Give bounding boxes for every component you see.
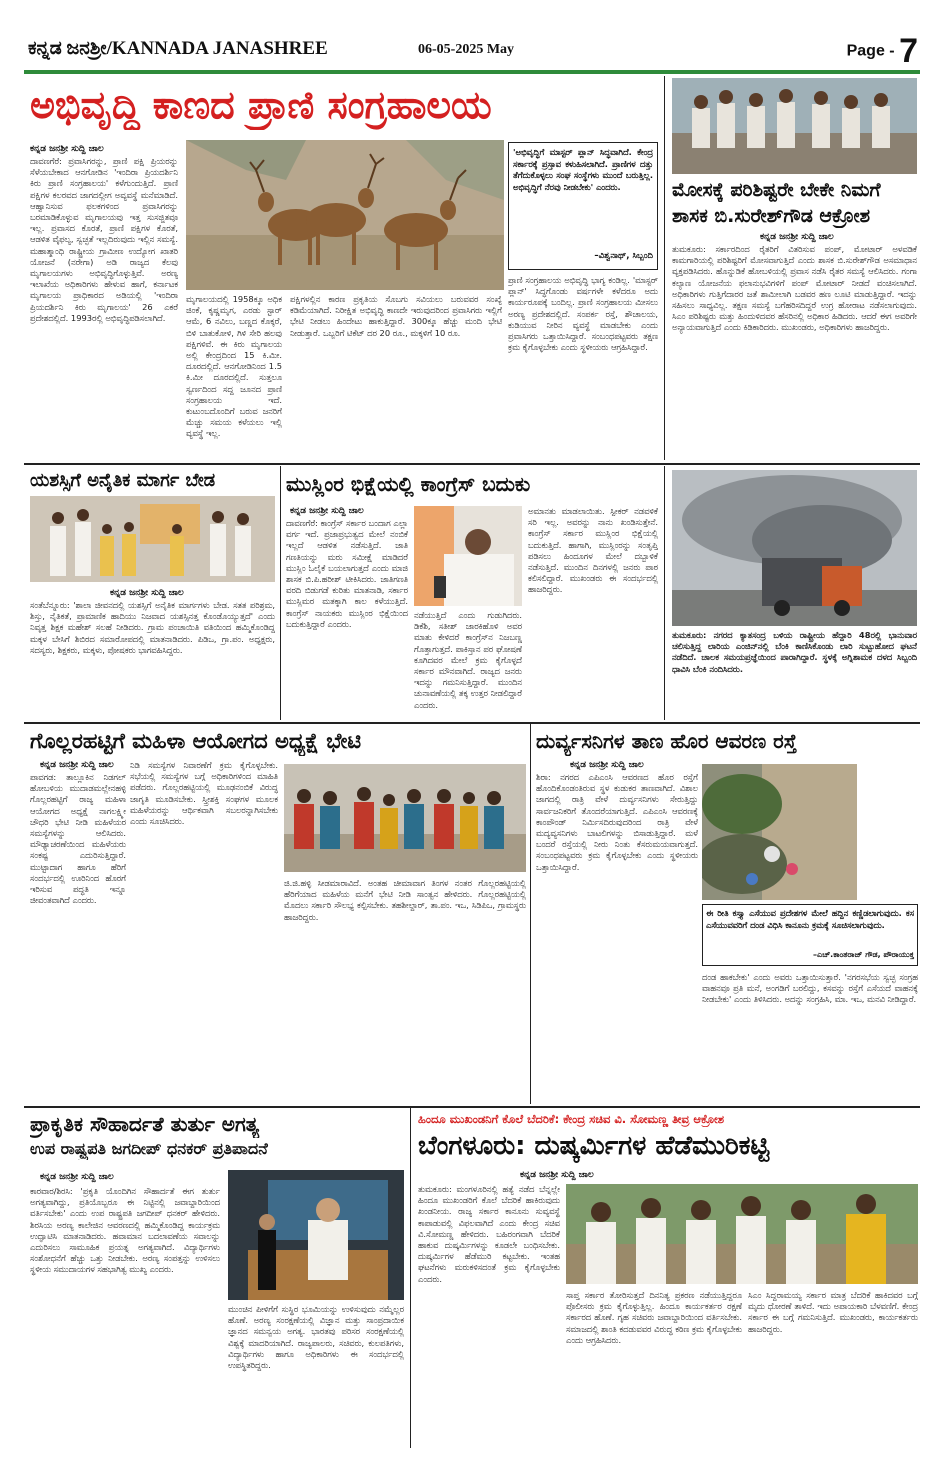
story-byline: ಕನ್ನಡ ಜನಶ್ರೀ ಸುದ್ದಿ ಜಾಲ — [110, 588, 184, 598]
page-label: Page - — [846, 42, 895, 60]
story-body: ನಿಡಿ ಸಮಸ್ಯೆಗಳ ನಿವಾರಣೆಗೆ ಕ್ರಮ ಕೈಗೊಳ್ಳಬೇಕು. ಸಭೆಯಲ್ಲಿ ಸಮಸ್ಯೆಗಳ ಬಗ್ಗೆ ಅಧಿಕಾರಿಗಳಿಂದ ಮಾಹಿತಿ ಪಡೆದರು. ಗೊಲ್ಲರಹಟ್ಟಿಯಲ್ಲಿ ಮೂಢನಂಬಿಕೆ ವಿರುದ್ಧ ಜಾಗೃತಿ ಮೂಡಿಸಬೇಕು. ಸ್ತ್ರೀಶಕ್ತಿ ಸಂಘಗಳ ಮೂಲಕ ಮಹಿಳೆಯರನ್ನು ಆರ್ಥಿಕವಾಗಿ ಸಬಲರನ್ನಾಗಿಸಬೇಕು ಎಂದು ಸೂಚಿಸಿದರು. — [130, 760, 278, 827]
mla-photo — [672, 78, 917, 174]
story-body: ಪಾವಗಡ: ತಾಲ್ಲೂಕಿನ ನಿಡಗಲ್ ಹೋಬಳಿಯ ಮುದಾಡಮಲ್ಲೇನಹಳ್ಳಿ ಗೊಲ್ಲರಹಟ್ಟಿಗೆ ರಾಜ್ಯ ಮಹಿಳಾ ಆಯೋಗದ ಅಧ್ಯಕ್ಷೆ ನಾಗಲಕ್ಷ್ಮೀ ಚೌಧರಿ ಭೇಟಿ ನೀಡಿ ಮಹಿಳೆಯರ ಸಮಸ್ಯೆಗಳನ್ನು ಆಲಿಸಿದರು. ಮೌಢ್ಯಾಚರಣೆಯಿಂದ ಮಹಿಳೆಯರು ಸಂಕಷ್ಟ ಎದುರಿಸುತ್ತಿದ್ದಾರೆ. ಮುಟ್ಟಾದಾಗ ಹಾಗೂ ಹೆರಿಗೆ ಸಂದರ್ಭದಲ್ಲಿ ಊರಿನಿಂದ ಹೊರಗೆ ಇರಿಸುವ ಪದ್ಧತಿ ಇನ್ನೂ ಜೀವಂತವಾಗಿದೆ ಎಂದರು. — [30, 772, 126, 906]
story-body: ತುಮಕೂರು: ಸರ್ಕಾರದಿಂದ ರೈತರಿಗೆ ವಿತರಿಸುವ ಪಂಪ್, ಮೋಟಾರ್ ಅಳವಡಿಕೆ ಕಾಮಗಾರಿಯಲ್ಲಿ ಪರಿಶಿಷ್ಟರಿಗೆ ಮೋಸವಾಗುತ್ತಿದೆ ಎಂದು ಶಾಸಕ ಬಿ.ಸುರೇಶ್‌ಗೌಡ ಅಸಮಾಧಾನ ವ್ಯಕ್ತಪಡಿಸಿದರು. ಹೊನ್ನುಡಿಕೆ ಹೋಬಳಿಯಲ್ಲಿ ಪ್ರವಾಸ ನಡೆಸಿ ರೈತರ ಸಮಸ್ಯೆ ಆಲಿಸಿದರು. ಗಂಗಾ ಕಲ್ಯಾಣ ಯೋಜನೆಯ ಫಲಾನುಭವಿಗಳಿಗೆ ಪಂಪ್ ಮೋಟಾರ್ ನೀಡದೆ ವಂಚಿಸಲಾಗಿದೆ. ಅಧಿಕಾರಿಗಳು ಗುತ್ತಿಗೆದಾರರ ಜತೆ ಶಾಮೀಲಾಗಿ ಬಡವರ ಹಣ ಲೂಟಿ ಮಾಡುತ್ತಿದ್ದಾರೆ. ಇದನ್ನು ಸಹಿಸಲು ಸಾಧ್ಯವಿಲ್ಲ. ತಕ್ಷಣ ಸಮಸ್ಯೆ ಬಗೆಹರಿಸದಿದ್ದರೆ ಉಗ್ರ ಹೋರಾಟ ನಡೆಸಲಾಗುವುದು. ಸಿಎಂ ಪರಿಶಿಷ್ಟರು ಮತ್ತು ಹಿಂದುಳಿದವರ ಹೆಸರಿನಲ್ಲಿ ಅಧಿಕಾರ ಹಿಡಿದರು. ಆದರೆ ಈಗ ಅವರಿಗೇ ಅನ್ಯಾಯವಾಗುತ್ತಿದೆ ಎಂದು ಕಿಡಿಕಾರಿದರು. ಮುಖಂಡರು, ಅಧಿಕಾರಿಗಳು ಹಾಜರಿದ್ದರು. — [672, 244, 917, 333]
press-photo — [414, 506, 522, 606]
column-rule — [530, 724, 531, 1104]
story-byline: ಕನ್ನಡ ಜನಶ್ರೀ ಸುದ್ದಿ ಜಾಲ — [570, 760, 644, 770]
quote-box — [508, 142, 658, 270]
page-number: 7 — [899, 32, 918, 70]
story-headline: ಗೊಲ್ಲರಹಟ್ಟಿಗೆ ಮಹಿಳಾ ಆಯೋಗದ ಅಧ್ಯಕ್ಷೆ ಭೇಟಿ — [30, 729, 362, 753]
deer-photo — [186, 140, 504, 290]
column-rule — [664, 466, 665, 720]
story-body: ಮುಂಚಿನ ಪೀಳಿಗೆಗೆ ಸುಸ್ಥಿರ ಭೂಮಿಯನ್ನು ಉಳಿಸುವುದು ನಮ್ಮೆಲ್ಲರ ಹೊಣೆ. ಅರಣ್ಯ ಸಂರಕ್ಷಣೆಯಲ್ಲಿ ವಿಜ್ಞಾನ ಮತ್ತು ಸಾಂಪ್ರದಾಯಿಕ ಜ್ಞಾನದ ಸಮನ್ವಯ ಅಗತ್ಯ. ಭಾರತವು ಪರಿಸರ ಸಂರಕ್ಷಣೆಯಲ್ಲಿ ವಿಶ್ವಕ್ಕೆ ಮಾದರಿಯಾಗಿದೆ. ರಾಜ್ಯಪಾಲರು, ಸಚಿವರು, ಕುಲಪತಿಗಳು, ವಿದ್ಯಾರ್ಥಿಗಳು ಹಾಗೂ ಅಧಿಕಾರಿಗಳು ಈ ಸಂದರ್ಭದಲ್ಲಿ ಉಪಸ್ಥಿತರಿದ್ದರು. — [228, 1304, 404, 1371]
story-body: ದಾವಣಗೆರೆ: ಪ್ರವಾಸಿಗರನ್ನು, ಪ್ರಾಣಿ ಪಕ್ಷಿ ಪ್ರಿಯರನ್ನು ಸೆಳೆಯಬೇಕಾದ ಆನಗೋಡಿನ 'ಇಂದಿರಾ ಪ್ರಿಯದರ್ಶಿನಿ ಕಿರು ಪ್ರಾಣಿ ಸಂಗ್ರಹಾಲಯ' ಕಳೆಗುಂದುತ್ತಿದೆ. ಪ್ರಾಣಿ ಪಕ್ಷಿಗಳ ಕಲರವದ ಜಾಗದಲ್ಲೀಗ ಅವ್ಯವಸ್ಥೆ ಮನೆಮಾಡಿದೆ. ಆಹ್ವಾನಿಸುವ ಫಲಕಗಳಿಂದ ಪ್ರವಾಸಿಗರನ್ನು ಬರಮಾಡಿಕೊಳ್ಳುವ ಮೃಗಾಲಯವು ಇತ್ತ ಸುಸಜ್ಜಿತವೂ ಇಲ್ಲ. ಪ್ರವಾಸದ ಕೊರತೆ, ಪ್ರಾಣಿ ಪಕ್ಷಿಗಳ ಕೊರತೆ, ಆಡಳಿತ ವೈಫಲ್ಯ, ಸ್ವಚ್ಛತೆ ಇಲ್ಲದಿರುವುದು ಇಲ್ಲಿನ ಸಮಸ್ಯೆ. ಮಹಾತ್ಮಾಂಧಿ ರಾಷ್ಟ್ರೀಯ ಗ್ರಾಮೀಣ ಉದ್ಯೋಗ ಖಾತರಿ ಯೋಜನೆ (ನರೇಗಾ) ಅಡಿ ರಾಜ್ಯದ ಕೆಲವು ಮೃಗಾಲಯಗಳು ಅಭಿವೃದ್ಧಿಗೊಳ್ಳುತ್ತಿವೆ. ಅರಣ್ಯ ಇಲಾಖೆಯ ಅಧಿಕಾರಿಗಳು ಹೇಳುವ ಹಾಗೆ, ಕರ್ನಾಟಕ ಮೃಗಾಲಯ ಪ್ರಾಧಿಕಾರದ ಅಡಿಯಲ್ಲಿ 'ಇಂದಿರಾ ಪ್ರಿಯದರ್ಶಿನಿ ಕಿರು ಮೃಗಾಲಯ' 26 ಎಕರೆ ಪ್ರದೇಶದಲ್ಲಿದೆ. 1993ರಲ್ಲಿ ಅಭಿವೃದ್ಧಿಪಡಿಸಲಾಗಿದೆ. — [30, 156, 178, 323]
story-body: ಅಮಾನತು ಮಾಡಲಾಯಿತು. ಸ್ಪೀಕರ್ ನಡವಳಿಕೆ ಸರಿ ಇಲ್ಲ. ಅವರನ್ನು ನಾನು ಖಂಡಿಸುತ್ತೇನೆ. ಕಾಂಗ್ರೆಸ್ ಸರ್ಕಾರ ಮುಸ್ಲಿಂರ ಭಿಕ್ಷೆಯಲ್ಲಿ ಬದುಕುತ್ತಿದೆ. ಹಾಗಾಗಿ, ಮುಸ್ಲಿಂರನ್ನು ಸಂತೃಪ್ತಿ ಪಡಿಸಲು ಹಿಂದೂಗಳ ಮೇಲೆ ದಬ್ಬಾಳಿಕೆ ನಡೆಸುತ್ತಿದೆ. ಮುಂದಿನ ದಿನಗಳಲ್ಲಿ ಜನರು ಪಾಠ ಕಲಿಸಲಿದ್ದಾರೆ. ಮುಖಂಡರು ಈ ಸಂದರ್ಭದಲ್ಲಿ ಹಾಜರಿದ್ದರು. — [528, 506, 658, 595]
column-rule — [280, 466, 281, 720]
story-body: ದಂಡ ಹಾಕಬೇಕು' ಎಂದು ಅವರು ಒತ್ತಾಯಿಸುತ್ತಾರೆ. 'ನಗರಸಭೆಯ ಸ್ವಚ್ಛ ಸಂಗ್ರಹ ವಾಹನವೂ ಪ್ರತಿ ಮನೆ, ಅಂಗಡಿಗೆ ಬರಲಿದ್ದು, ಕಸವನ್ನು ರಸ್ತೆಗೆ ಎಸೆಯದೆ ವಾಹನಕ್ಕೆ ನೀಡಬೇಕು' ಎಂದು ತಿಳಿಸಿದರು. ಅದನ್ನು ಸಂಗ್ರಹಿಸಿ, ಮಾ. ಇಒ, ಮನವಿ ನೀಡಿದ್ದಾರೆ. — [702, 972, 918, 1005]
minister-photo — [566, 1184, 918, 1284]
story-headline: ಬೆಂಗಳೂರು: ದುಷ್ಕರ್ಮಿಗಳ ಹೆಡೆಮುರಿಕಟ್ಟಿ — [418, 1131, 770, 1161]
story-headline: ಪ್ರಾಕೃತಿಕ ಸೌಹಾರ್ದತೆ ತುರ್ತು ಅಗತ್ಯ — [30, 1112, 260, 1136]
issue-date: 06-05-2025 May — [418, 42, 515, 57]
story-byline: ಕನ್ನಡ ಜನಶ್ರೀ ಸುದ್ದಿ ಜಾಲ — [760, 232, 834, 242]
quote-text: ಈ ರೀತಿ ಕಸ್ತ್ಯಾ ಎಸೆಯುವ ಪ್ರದೇಶಗಳ ಮೇಲೆ ಹದ್ದಿನ ಕಣ್ಣಿಡಲಾಗುವುದು. ಕಸ ಎಸೆಯುವವರಿಗೆ ದಂಡ ವಿಧಿಸಿ ಕಾನೂನು ಕ್ರಮಕ್ಕೆ ಸೂಚಿಸಲಾಗುವುದು. — [706, 908, 914, 930]
story-body: ಕಾರವಾರ/ಶಿರಸಿ: 'ಪ್ರಕೃತಿ ಯೊಂದಿಗಿನ ಸೌಹಾರ್ದತೆ ಈಗ ತುರ್ತು ಅಗತ್ಯವಾಗಿದ್ದು, ಪ್ರತಿಯೊಬ್ಬರೂ ಈ ನಿಟ್ಟಿನಲ್ಲಿ ಜವಾಬ್ದಾರಿಯಿಂದ ವರ್ತಿಸಬೇಕು' ಎಂದು ಉಪ ರಾಷ್ಟ್ರಪತಿ ಜಗದೀಪ್ ಧನಕರ್ ಹೇಳಿದರು. ಶಿರಸಿಯ ಅರಣ್ಯ ಕಾಲೇಜಿನ ಆವರಣದಲ್ಲಿ ಹಮ್ಮಿಕೊಂಡಿದ್ದ ಕಾರ್ಯಕ್ರಮ ಉದ್ಘಾಟಿಸಿ ಮಾತನಾಡಿದರು. ಹವಾಮಾನ ಬದಲಾವಣೆಯ ಸವಾಲನ್ನು ಎದುರಿಸಲು ಸಾಮೂಹಿಕ ಪ್ರಯತ್ನ ಅಗತ್ಯವಾಗಿದೆ. ವಿದ್ಯಾರ್ಥಿಗಳು ಸಂಶೋಧನೆಗೆ ಹೆಚ್ಚು ಒತ್ತು ನೀಡಬೇಕು. ಅರಣ್ಯ ಸಂಪತ್ತನ್ನು ಉಳಿಸಲು ಸ್ಥಳೀಯ ಸಮುದಾಯಗಳ ಸಹಭಾಗಿತ್ವ ಮುಖ್ಯ ಎಂದರು. — [30, 1186, 220, 1275]
column-rule — [664, 76, 665, 460]
page-indicator — [847, 32, 918, 71]
story-body: ಸಾಪ್ತ ಸರ್ಕಾರ ತೋರಿಸುತ್ತದೆ ದಿನನಿತ್ಯ ಪ್ರಕರಣ ನಡೆಯುತ್ತಿದ್ದರೂ ಪೊಲೀಸರು ಕ್ರಮ ಕೈಗೊಳ್ಳುತ್ತಿಲ್ಲ. ಹಿಂದೂ ಕಾರ್ಯಕರ್ತರ ರಕ್ಷಣೆ ಸರ್ಕಾರದ ಹೊಣೆ. ಗೃಹ ಸಚಿವರು ಜವಾಬ್ದಾರಿಯಿಂದ ವರ್ತಿಸಬೇಕು. ಸಮಾಜದಲ್ಲಿ ಶಾಂತಿ ಕದಡುವವರ ವಿರುದ್ಧ ಕಠಿಣ ಕ್ರಮ ಕೈಗೊಳ್ಳಬೇಕು ಎಂದು ಆಗ್ರಹಿಸಿದರು. — [566, 1290, 742, 1345]
event-photo — [30, 496, 275, 582]
lorry-fire-photo — [672, 470, 917, 626]
story-headline: ಯಶಸ್ಸಿಗೆ ಅನೈತಿಕ ಮಾರ್ಗ ಬೇಡ — [30, 470, 216, 491]
story-body-short — [862, 764, 918, 900]
story-byline: ಕನ್ನಡ ಜನಶ್ರೀ ಸುದ್ದಿ ಜಾಲ — [40, 1172, 114, 1182]
story-body: ಮೃಗಾಲಯದಲ್ಲಿ 1958ಕ್ಕೂ ಅಧಿಕ ಜಿಂಕೆ, ಕೃಷ್ಣಮೃಗ, ಎರಡು ಸ್ಟಾರ್ ಆಮೆ, 6 ನವಿಲು, ಬಣ್ಣದ ಕೊಕ್ಕರೆ, ಬಿಳಿ ಬಾತುಕೋಳಿ, ಗಿಳಿ ಸೇರಿ ಹಲವು ಪಕ್ಷಿಗಳಿವೆ. ಈ ಕಿರು ಮೃಗಾಲಯ ಅಲ್ಲಿ ಕೇಂದ್ರದಿಂದ 15 ಕಿ.ಮೀ. ದೂರದಲ್ಲಿದೆ. ಆನಗೋಡಿನಿಂದ 1.5 ಕಿ.ಮೀ ದೂರದಲ್ಲಿದೆ. ಸುತ್ತಲೂ ಸ್ವರ್ಣದಿಂದ ಸದ್ದ ಜೂನದ ಪ್ರಾಣಿ ಸಂಗ್ರಹಾಲಯ ಇದೆ. ಕುಟುಂಬದೊಂದಿಗೆ ಬರುವ ಜನರಿಗೆ ಮೆಚ್ಚು ಸಮಯ ಕಳೆಯಲು ಇಲ್ಲಿ ವ್ಯವಸ್ಥೆ ಇಲ್ಲ. — [186, 294, 282, 439]
story-kicker: ಹಿಂದೂ ಮುಖಂಡನಿಗೆ ಕೊಲೆ ಬೆದರಿಕೆ: ಕೇಂದ್ರ ಸಚಿವ ವಿ. ಸೋಮಣ್ಣ ತೀವ್ರ ಆಕ್ರೋಶ — [418, 1112, 725, 1126]
story-body: ನಡೆಯುತ್ತಿದೆ ಎಂದು ಗುಡುಗಿದರು. ಡಿಕೆಶಿ, ಸತೀಶ್ ಜಾರಕಿಹೊಳಿ ಅವರ ಮಾತು ಕೇಳಿದರೆ ಕಾಂಗ್ರೆಸ್‌ನ ನಿಜಬಣ್ಣ ಗೊತ್ತಾಗುತ್ತದೆ. ಪಾಕಿಸ್ತಾನ ಪರ ಘೋಷಣೆ ಕೂಗಿದವರ ಮೇಲೆ ಕ್ರಮ ಕೈಗೊಳ್ಳದೆ ಸರ್ಕಾರ ಮೌನವಾಗಿದೆ. ರಾಜ್ಯದ ಜನರು ಇದನ್ನು ಗಮನಿಸುತ್ತಿದ್ದಾರೆ. ಮುಂದಿನ ಚುನಾವಣೆಯಲ್ಲಿ ತಕ್ಕ ಉತ್ತರ ನೀಡಲಿದ್ದಾರೆ ಎಂದರು. — [414, 610, 522, 710]
quote-text: 'ಅಭಿವೃದ್ಧಿಗೆ ಮಾಸ್ಟರ್ ಪ್ಲಾನ್ ಸಿದ್ಧವಾಗಿದೆ. ಕೇಂದ್ರ ಸರ್ಕಾರಕ್ಕೆ ಪ್ರಸ್ತಾವ ಕಳುಹಿಸಲಾಗಿದೆ. ಪ್ರಾಣಿಗಳ ದತ್ತು ತೆಗೆದುಕೊಳ್ಳಲು ಸಂಘ ಸಂಸ್ಥೆಗಳು ಮುಂದೆ ಬರುತ್ತಿಲ್ಲ. ಅಭಿವೃದ್ಧಿಗೆ ನೆರವು ನೀಡಬೇಕು' ಎಂದರು. — [513, 147, 653, 192]
story-body: ಸಂತೆಬೆನ್ನೂರು: 'ಶಾಲಾ ಜೀವನದಲ್ಲಿ ಯಶಸ್ಸಿಗೆ ಅನೈತಿಕ ಮಾರ್ಗಗಳು ಬೇಡ. ಸತತ ಪರಿಶ್ರಮ, ಶಿಸ್ತು, ನೈತಿಕತೆ, ಪ್ರಾಮಾಣಿಕ ಹಾದಿಯು ನಿಜವಾದ ಯಶಸ್ಸಿನತ್ತ ಕೊಂಡೊಯ್ಯುತ್ತದೆ' ಎಂದು ನಿವೃತ್ತ ಶಿಕ್ಷಕ ಮಹೇಶ್ ಸಲಹೆ ನೀಡಿದರು. ಗ್ರಾಮ ಪಂಚಾಯಿತಿ ವತಿಯಿಂದ ಹಮ್ಮಿಕೊಂಡಿದ್ದ ಮಕ್ಕಳ ಬೇಸಿಗೆ ಶಿಬಿರದ ಸಮಾರೋಪದಲ್ಲಿ ಮಾತನಾಡಿದರು. ಪಿಡಿಒ, ಗ್ರಾ.ಪಂ. ಅಧ್ಯಕ್ಷರು, ಸದಸ್ಯರು, ಶಿಕ್ಷಕರು, ಮಕ್ಕಳು, ಪೋಷಕರು ಭಾಗವಹಿಸಿದ್ದರು. — [30, 600, 275, 655]
story-body: ಪ್ರಾಣಿ ಸಂಗ್ರಹಾಲಯ ಅಭಿವೃದ್ಧಿ ಭಾಗ್ಯ ಕಂಡಿಲ್ಲ. 'ಮಾಸ್ಟರ್ ಪ್ಲಾನ್' ಸಿದ್ಧಗೊಂಡು ವರ್ಷಗಳೇ ಕಳೆದರೂ ಅದು ಕಾರ್ಯರೂಪಕ್ಕೆ ಬಂದಿಲ್ಲ. ಪ್ರಾಣಿ ಸಂಗ್ರಹಾಲಯ ಮೀಸಲು ಅರಣ್ಯ ಪ್ರದೇಶದಲ್ಲಿದೆ. ಸಂಪರ್ಕ ರಸ್ತೆ, ಶೌಚಾಲಯ, ಕುಡಿಯುವ ನೀರಿನ ವ್ಯವಸ್ಥೆ ಮಾಡಬೇಕು ಎಂದು ಪ್ರವಾಸಿಗರು ಒತ್ತಾಯಿಸಿದ್ದಾರೆ. ಸಂಬಂಧಪಟ್ಟವರು ತಕ್ಷಣ ಕ್ರಮ ಕೈಗೊಳ್ಳಬೇಕು ಎಂದು ಸ್ಥಳೀಯರು ಆಗ್ರಹಿಸಿದ್ದಾರೆ. — [508, 275, 658, 353]
section-rule — [24, 722, 920, 724]
story-byline: ಕನ್ನಡ ಜನಶ್ರೀ ಸುದ್ದಿ ಜಾಲ — [40, 760, 114, 770]
quote-author: –ವಿಶ್ವನಾಥ್, ಸಿಬ್ಬಂದಿ — [594, 251, 653, 261]
quote-author: –ಎಚ್.ಕಾಂತರಾಜ್ ಗೌಡ, ಪೌರಾಯುಕ್ತ — [812, 950, 914, 959]
column-rule — [410, 1108, 411, 1448]
women-gathering-photo — [284, 764, 526, 872]
story-byline: ಕನ್ನಡ ಜನಶ್ರೀ ಸುದ್ದಿ ಜಾಲ — [290, 506, 364, 516]
story-headline: ದುರ್ವ್ಯಸನಿಗಳ ತಾಣ ಹೊರ ಆವರಣ ರಸ್ತೆ — [536, 729, 797, 753]
story-body: ದಾವಣಗೆರೆ: ಕಾಂಗ್ರೆಸ್ ಸರ್ಕಾರ ಬಂದಾಗ ಎಲ್ಲಾ ವರ್ಗ ಇದೆ. ಪ್ರಜಾಪ್ರಭುತ್ವದ ಮೇಲೆ ನಂಬಿಕೆ ಇಲ್ಲದೆ ಆಡಳಿತ ನಡೆಸುತ್ತಿದೆ. ಜಾತಿ ಗಣತಿಯನ್ನು ಮರು ಸಮೀಕ್ಷೆ ಮಾಡಿದರೆ ಮುಸ್ಲಿಂ ಓಲೈಕೆ ಬಯಲಾಗುತ್ತದೆ ಎಂದು ಮಾಜಿ ಶಾಸಕ ಬಿ.ಪಿ.ಹರೀಶ್ ಟೀಕಿಸಿದರು. ಜಾತಿಗಣತಿ ವರದಿ ಬಿಡುಗಡೆ ಕುರಿತು ಮಾತನಾಡಿ, ಸರ್ಕಾರ ಮುಸ್ಲಿಮರ ಮತಕ್ಕಾಗಿ ಕಾಲ ಕಳೆಯುತ್ತಿದೆ. ಕಾಂಗ್ರೆಸ್ ನಾಯಕರು ಮುಸ್ಲಿಂರ ಭಿಕ್ಷೆಯಿಂದ ಬದುಕುತ್ತಿದ್ದಾರೆ ಎಂದರು. — [286, 518, 408, 629]
story-headline: ಮುಸ್ಲಿಂರ ಭಿಕ್ಷೆಯಲ್ಲಿ ಕಾಂಗ್ರೆಸ್ ಬದುಕು — [286, 472, 531, 496]
story-body: ಪಕ್ಷಿಗಳಲ್ಲಿನ ಕಾರಣ ಪ್ರಕೃತಿಯ ಸೊಬಗು ಸವಿಯಲು ಬರುವವರ ಸಂಖ್ಯೆ ಕಡಿಮೆಯಾಗಿದೆ. ನಿರೀಕ್ಷಿತ ಅಭಿವೃದ್ಧಿ ಕಾಣದೇ ಇರುವುದರಿಂದ ಪ್ರವಾಸಿಗರು ಇಲ್ಲಿಗೆ ಭೇಟಿ ನೀಡಲು ಹಿಂದೇಟು ಹಾಕುತ್ತಿದ್ದಾರೆ. 300ಕ್ಕೂ ಹೆಚ್ಚು ಮಂದಿ ಭೇಟಿ ನೀಡುತ್ತಾರೆ. ಒಬ್ಬರಿಗೆ ಟಿಕೆಟ್ ದರ 20 ರೂ., ಮಕ್ಕಳಿಗೆ 10 ರೂ. — [290, 294, 502, 338]
story-subheadline: ಉಪ ರಾಷ್ಟ್ರಪತಿ ಜಗದೀಪ್ ಧನಕರ್ ಪ್ರತಿಪಾದನೆ — [30, 1139, 268, 1158]
section-rule — [24, 463, 920, 465]
story-body: ಜಿ.ಜಿ.ಹಳ್ಳಿ ಸೀಡಮಾರಾವಿದೆ. ಅಂತಹ ಚೀಮಾವಾಗ ತಿಂಗಳ ನಂತರ ಗೊಲ್ಲರಹಟ್ಟಿಯಲ್ಲಿ ಹೆರಿಗೆಯಾದ ಮಹಿಳೆಯ ಮನೆಗೆ ಭೇಟಿ ನೀಡಿ ಸಾಂತ್ವನ ಹೇಳಿದರು. ಗೊಲ್ಲರಹಟ್ಟಿಯಲ್ಲಿ ಮೊದಲು ಸರ್ಕಾರಿ ಸೌಲಭ್ಯ ಕಲ್ಪಿಸಬೇಕು. ತಹಶೀಲ್ದಾರ್, ತಾ.ಪಂ. ಇಒ, ಸಿಡಿಪಿಒ, ಗ್ರಾಮಸ್ಥರು ಹಾಜರಿದ್ದರು. — [284, 878, 526, 922]
section-rule — [24, 1106, 920, 1108]
story-byline: ಕನ್ನಡ ಜನಶ್ರೀ ಸುದ್ದಿ ಜಾಲ — [30, 144, 104, 154]
masthead-rule — [24, 70, 920, 74]
story-body: ತುಮಕೂರು: ಮಂಗಳೂರಿನಲ್ಲಿ ಹತ್ಯೆ ನಡೆದ ಬೆನ್ನಲ್ಲೇ ಹಿಂದೂ ಮುಖಂಡರಿಗೆ ಕೊಲೆ ಬೆದರಿಕೆ ಹಾಕಿರುವುದು ಖಂಡನೀಯ. ರಾಜ್ಯ ಸರ್ಕಾರ ಕಾನೂನು ಸುವ್ಯವಸ್ಥೆ ಕಾಪಾಡುವಲ್ಲಿ ವಿಫಲವಾಗಿದೆ ಎಂದು ಕೇಂದ್ರ ಸಚಿವ ವಿ.ಸೋಮಣ್ಣ ಹೇಳಿದರು. ಬಹಿರಂಗವಾಗಿ ಬೆದರಿಕೆ ಹಾಕುವ ದುಷ್ಕರ್ಮಿಗಳನ್ನು ಕೂಡಲೇ ಬಂಧಿಸಬೇಕು. ದುಷ್ಕರ್ಮಿಗಳ ಹೆಡೆಮುರಿ ಕಟ್ಟಬೇಕು. ಇಂತಹ ಘಟನೆಗಳು ಮರುಕಳಿಸದಂತೆ ಕ್ರಮ ಕೈಗೊಳ್ಳಬೇಕು ಎಂದರು. — [418, 1184, 560, 1284]
story-headline: ಅಭಿವೃದ್ಧಿ ಕಾಣದ ಪ್ರಾಣಿ ಸಂಗ್ರಹಾಲಯ — [30, 83, 492, 127]
masthead — [28, 32, 918, 70]
photo-caption: ತುಮಕೂರು: ನಗರದ ಕ್ಯಾತಸಂದ್ರ ಬಳಿಯ ರಾಷ್ಟ್ರೀಯ ಹೆದ್ದಾರಿ 48ರಲ್ಲಿ ಭಾನುವಾರ ಚಲಿಸುತ್ತಿದ್ದ ಲಾರಿಯ ಎಂಜಿನ್‌ನಲ್ಲಿ ಬೆಂಕಿ ಕಾಣಿಸಿಕೊಂಡು ಲಾರಿ ಸುಟ್ಟುಹೋದ ಘಟನೆ ನಡೆದಿದೆ. ಚಾಲಕ ಸಮಯಪ್ರಜ್ಞೆಯಿಂದ ಪಾರಾಗಿದ್ದಾರೆ. ಸ್ಥಳಕ್ಕೆ ಅಗ್ನಿಶಾಮಕ ದಳದ ಸಿಬ್ಬಂದಿ ಧಾವಿಸಿ ಬೆಂಕಿ ನಂದಿಸಿದರು. — [672, 630, 917, 674]
story-subheadline: ಶಾಸಕ ಬಿ.ಸುರೇಶ್‌ಗೌಡ ಆಕ್ರೋಶ — [672, 205, 871, 227]
newspaper-title: ಕನ್ನಡ ಜನಶ್ರೀ/KANNADA JANASHREE — [28, 38, 328, 59]
garbage-road-photo — [702, 764, 857, 900]
story-body: ಶಿರಾ: ನಗರದ ಎಪಿಎಂಸಿ ಆವರಣದ ಹೊರ ರಸ್ತೆಗೆ ಹೊಂದಿಕೊಂಡಂತಿರುವ ಸ್ಥಳ ಕುಡುಕರ ತಾಣವಾಗಿದೆ. ವಿಶಾಲ ಜಾಗದಲ್ಲಿ ರಾತ್ರಿ ವೇಳೆ ದುರ್ವ್ಯಸನಿಗಳು ಸೇರುತ್ತಿದ್ದು ಸಾರ್ವಜನಿಕರಿಗೆ ತೊಂದರೆಯಾಗುತ್ತಿದೆ. ಎಪಿಎಂಸಿ ಆವರಣಕ್ಕೆ ಕಾಂಪೌಂಡ್ ನಿರ್ಮಿಸದಿರುವುದರಿಂದ ರಾತ್ರಿ ವೇಳೆ ಮದ್ಯವ್ಯಸನಿಗಳು ಬಾಟಲಿಗಳನ್ನು ಬಿಸಾಡುತ್ತಿದ್ದಾರೆ. ಮಳೆ ಬಂದರೆ ರಸ್ತೆಯಲ್ಲಿ ನೀರು ನಿಂತು ಕೆಸರುಮಯವಾಗುತ್ತದೆ. ಸಂಬಂಧಪಟ್ಟವರು ಕ್ರಮ ಕೈಗೊಳ್ಳಬೇಕು ಎಂದು ಸ್ಥಳೀಯರು ಒತ್ತಾಯಿಸಿದ್ದಾರೆ. — [536, 772, 698, 872]
story-headline: ಮೋಸಕ್ಕೆ ಪರಿಶಿಷ್ಟರೇ ಬೇಕೇ ನಿಮಗೆ — [672, 179, 881, 201]
vice-president-photo — [228, 1170, 404, 1300]
story-byline: ಕನ್ನಡ ಜನಶ್ರೀ ಸುದ್ದಿ ಜಾಲ — [520, 1170, 594, 1180]
story-body: ಸಿಎಂ ಸಿದ್ದರಾಮಯ್ಯ ಸರ್ಕಾರ ಮಾತ್ರ ಬೆದರಿಕೆ ಹಾಕಿದವರ ಬಗ್ಗೆ ಮೃದು ಧೋರಣೆ ತಾಳಿದೆ. ಇದು ಅಪಾಯಕಾರಿ ಬೆಳವಣಿಗೆ. ಕೇಂದ್ರ ಸರ್ಕಾರ ಈ ಬಗ್ಗೆ ಗಮನಿಸುತ್ತಿದೆ. ಮುಖಂಡರು, ಕಾರ್ಯಕರ್ತರು ಹಾಜರಿದ್ದರು. — [748, 1290, 918, 1334]
quote-box — [702, 904, 918, 966]
